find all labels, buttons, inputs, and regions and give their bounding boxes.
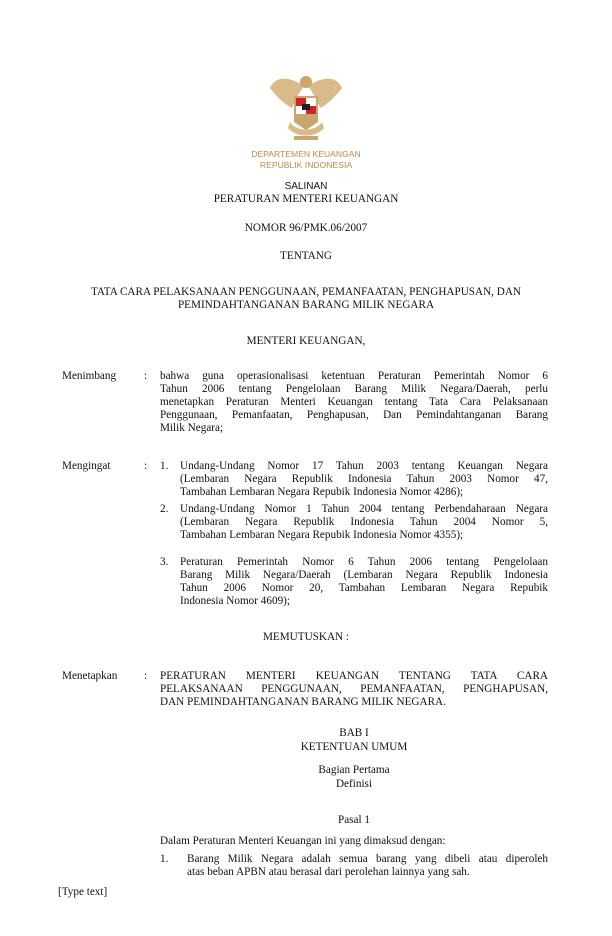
garuda-emblem-icon <box>266 66 346 146</box>
mengingat-line: Tambahan Lembaran Negara Repubik Indonesia Nomor 4355); <box>180 529 464 541</box>
menetapkan-label: Menetapkan <box>62 670 118 682</box>
mengingat-line: Tambahan Lembaran Negara Repubik Indonesia Nomor 4286); <box>180 486 464 498</box>
pasal-heading: Pasal 1 <box>337 814 370 826</box>
mengingat-line: Undang-Undang Nomor 17 Tahun 2003 tentang Keuangan Negara <box>180 460 548 472</box>
mengingat-line: Peraturan Pemerintah Nomor 6 Tahun 2006 tentang Pengelolaan <box>180 556 548 568</box>
doc-number: NOMOR 96/PMK.06/2007 <box>244 222 368 234</box>
doc-type: PERATURAN MENTERI KEUANGAN <box>213 193 399 205</box>
colon: : <box>144 460 148 472</box>
mengingat-line: Indonesia Nomor 4609); <box>180 595 290 607</box>
org-country: REPUBLIK INDONESIA <box>259 160 353 170</box>
mengingat-line: (Lembaran Negara Republik Indonesia Tahun 2003 Nomor 47, <box>180 473 548 485</box>
menetapkan-line: DAN PEMINDAHTANGANAN BARANG MILIK NEGARA. <box>160 696 446 708</box>
org-name: DEPARTEMEN KEUANGAN <box>251 149 361 159</box>
mengingat-line: (Lembaran Negara Republik Indonesia Tahun 2004 Nomor 5, <box>180 516 548 528</box>
mengingat-label: Mengingat <box>62 460 111 472</box>
colon: : <box>144 370 148 382</box>
definition-line: Barang Milik Negara adalah semua barang yang dibeli atau diperoleh <box>187 853 548 865</box>
menimbang-line: Penggunaan, Pemanfaatan, Penghapusan, Dan Pemindahtanganan Barang <box>160 409 548 421</box>
list-number: 2. <box>160 503 169 515</box>
bab-number: BAB I <box>339 727 369 739</box>
menimbang-line: menetapkan Peraturan Menteri Keuangan tentang Tata Cara Pelaksanaan <box>160 396 548 408</box>
issuer: MENTERI KEUANGAN, <box>246 335 366 347</box>
doc-title-line: TATA CARA PELAKSANAAN PENGGUNAAN, PEMANFAATAN, PENGHAPUSAN, DAN <box>90 286 522 298</box>
menetapkan-line: PELAKSANAAN PENGGUNAAN, PEMANFAATAN, PENGHAPUSAN, <box>160 683 548 695</box>
colon: : <box>144 670 148 682</box>
memutuskan-heading: MEMUTUSKAN : <box>262 631 350 643</box>
bab-title: KETENTUAN UMUM <box>300 741 408 753</box>
part-title: Definisi <box>335 778 373 790</box>
pasal-intro: Dalam Peraturan Menteri Keuangan ini yang dimaksud dengan: <box>160 835 446 847</box>
menimbang-label: Menimbang <box>62 370 117 382</box>
mengingat-line: Barang Milik Negara/Daerah (Lembaran Negara Republik Indonesia <box>180 569 548 581</box>
footer-placeholder[interactable]: [Type text] <box>58 886 108 898</box>
mengingat-line: Undang-Undang Nomor 1 Tahun 2004 tentang Perbendaharaan Negara <box>180 503 548 515</box>
list-number: 1. <box>160 853 169 865</box>
about-label: TENTANG <box>280 250 332 262</box>
list-number: 1. <box>160 460 169 472</box>
copy-label: SALINAN <box>284 181 328 192</box>
menetapkan-line: PERATURAN MENTERI KEUANGAN TENTANG TATA CARA <box>160 670 548 682</box>
menimbang-line: Tahun 2006 tentang Pengelolaan Barang Milik Negara/Daerah, perlu <box>160 383 548 395</box>
mengingat-line: Tahun 2006 Nomor 20, Tambahan Lembaran Negara Repubik <box>180 582 548 594</box>
menimbang-line: bahwa guna operasionalisasi ketentuan Peraturan Pemerintah Nomor 6 <box>160 370 548 382</box>
part-label: Bagian Pertama <box>318 764 390 776</box>
menimbang-line: Milik Negara; <box>160 422 224 434</box>
list-number: 3. <box>160 556 169 568</box>
doc-title-line: PEMINDAHTANGANAN BARANG MILIK NEGARA <box>177 299 435 311</box>
definition-line: atas beban APBN atau berasal dari perolehan lainnya yang sah. <box>187 866 470 878</box>
